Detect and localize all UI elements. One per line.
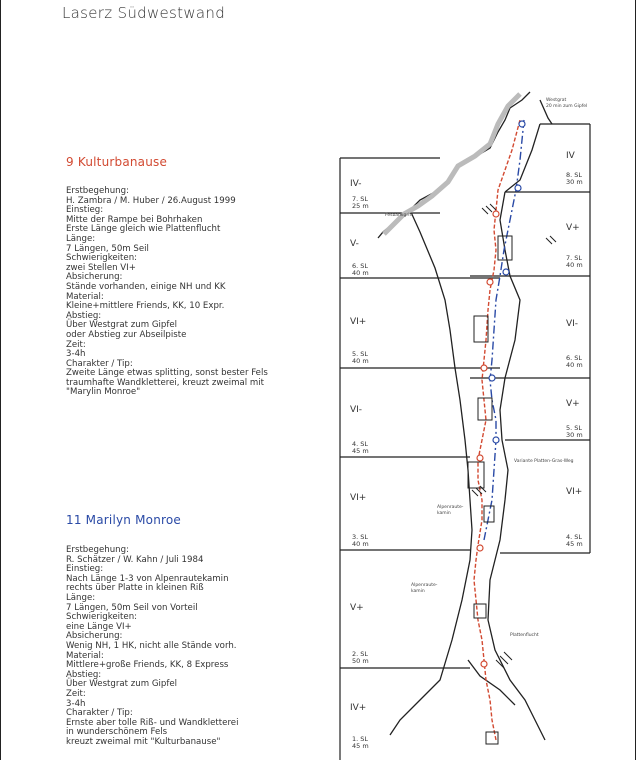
description-line: 3-4h [66,349,86,360]
belay-station [515,185,521,191]
length-label: 40 m [352,357,369,365]
description-line: Stände vorhanden, einige NH und KK [66,281,226,292]
belay-station [481,365,487,371]
description-line: 7 Längen, 50m Seil [66,243,149,254]
grade-label: VI- [566,319,579,329]
length-label: 30 m [566,178,583,186]
length-label: 25 m [352,202,369,210]
length-label: 50 m [352,657,369,665]
pitch-label: 1. SL [352,735,369,743]
pitch-label: 8. SL [566,171,583,179]
description-line: Erste Länge gleich wie Plattenflucht [66,224,221,235]
belay-station [489,375,495,381]
description-line: traumhafte Wandkletterei, kreuzt zweimal mit [66,377,265,388]
grade-label: IV- [350,179,362,189]
description-line: Abstieg: [66,669,102,680]
description-line: Einstieg: [66,205,104,216]
description-line: R. Schätzer / W. Kahn / Juli 1984 [66,554,204,565]
left-wall-outline [390,210,472,735]
description-line: Absicherung: [66,631,123,642]
annotation-chimney-lower-2: kamin [411,589,425,594]
right-column-labels [566,151,583,548]
description-line: in wunderschönem Fels [66,727,168,738]
grade-label: VI- [350,405,363,415]
belay-station [477,455,483,461]
hatch-mark [496,652,512,668]
grade-label: V+ [566,399,580,409]
pitch-label: 7. SL [352,195,369,203]
description-line: Absicherung: [66,272,123,283]
description-line: "Marylin Monroe" [66,387,141,398]
description-line: Über Westgrat zum Gipfel [66,679,178,690]
grade-label: VI+ [566,487,583,497]
hatch-mark [546,236,556,244]
length-label: 40 m [352,269,369,277]
page-title: Laserz Südwestwand [62,4,226,22]
description-line: kreuzt zweimal mit "Kulturbanause" [66,736,221,747]
description-line: Abstieg: [66,310,102,321]
description-line: Einstieg: [66,564,104,575]
description-line: Über Westgrat zum Gipfel [66,320,178,331]
route-title-kulturbanause: 9 Kulturbanause [66,155,168,169]
length-label: 40 m [566,261,583,269]
annotation-chimney-2: kamin [437,511,451,516]
length-label: 45 m [352,742,369,750]
rock-face [378,92,552,740]
description-line: eine Länge VI+ [66,621,132,632]
description-line: Länge: [66,233,96,244]
description-line: Ernste aber tolle Riß- und Wandkletterei [66,717,239,728]
crux-box [468,462,484,488]
route-line-kulturbanause [474,120,520,740]
crux-box [474,604,486,618]
pitch-label: 4. SL [566,533,583,541]
belay-station [493,211,499,217]
description-line: rechts über Platte in kleinen Riß [66,583,204,594]
description-line: zwei Stellen VI+ [66,262,136,273]
length-label: 40 m [352,540,369,548]
pitch-label: 6. SL [566,354,583,362]
grade-label: V+ [566,223,580,233]
belay-station [493,437,499,443]
belay-station [481,661,487,667]
hatch-marks [472,204,556,668]
description-line: 7 Längen, 50m Seil von Vorteil [66,602,198,613]
grade-label: VI+ [350,493,367,503]
belay-station [487,279,493,285]
description-line: H. Zambra / M. Huber / 26.August 1999 [66,195,236,206]
description-line: Charakter / Tip: [66,708,133,719]
description-line: Material: [66,291,104,302]
belay-station [477,545,483,551]
grade-label: V- [350,239,359,249]
description-line: Wenig NH, 1 HK, nicht alle Stände vorh. [66,640,237,651]
blue-route-path [484,120,524,540]
description-line: Länge: [66,592,96,603]
length-label: 30 m [566,431,583,439]
annotation-chimney-lower: Alpenraute- [411,583,438,588]
pitch-label: 3. SL [352,533,369,541]
pitch-label: 6. SL [352,262,369,270]
annotation-ledge: Fesbankgriff [385,213,413,218]
annotation-westgrat: Westgrat [546,98,567,103]
description-line: Erstbegehung: [66,545,129,555]
description-line: Schwierigkeiten: [66,253,138,264]
pitch-label: 5. SL [566,424,583,432]
grade-label: IV [566,151,575,161]
annotation-variant: Variante Platten-Gras-Weg [514,459,574,464]
description-line: Zeit: [66,688,86,699]
description-line: Material: [66,650,104,661]
route-line-marilyn-monroe [484,120,525,540]
annotation-westgrat-time: 20 min zum Gipfel [546,104,588,109]
description-line: Mittlere+große Friends, KK, 8 Express [66,660,229,671]
description-line: Nach Länge 1-3 von Alpenrautekamin [66,573,229,584]
pitch-label: 2. SL [352,650,369,658]
annotation-chimney: Alpenraute- [437,505,464,510]
description-line: Zweite Länge etwas splitting, sonst bester Fels [66,368,268,379]
description-line: Mitte der Rampe bei Bohrhaken [66,214,203,225]
annotation-plattenflucht: Plattenflucht [510,633,539,638]
grade-label: VI+ [350,317,367,327]
length-label: 40 m [566,361,583,369]
description-line: Charakter / Tip: [66,358,133,369]
description-line: Erstbegehung: [66,186,129,196]
grade-label: V+ [350,603,364,613]
description-line: oder Abstieg zur Abseilpiste [66,329,187,340]
route-title-marilyn-monroe: 11 Marilyn Monroe [66,513,182,527]
belay-station [503,269,509,275]
upper-right-wall [505,124,540,192]
grade-label: IV+ [350,703,367,713]
description-line: Zeit: [66,339,86,350]
pitch-label: 5. SL [352,350,369,358]
right-wall-outline [488,192,545,740]
description-line: Schwierigkeiten: [66,612,138,623]
belay-station [519,121,525,127]
pitch-label: 7. SL [566,254,583,262]
length-label: 45 m [566,540,583,548]
crux-box [484,506,494,522]
ledge-outline [468,660,515,705]
pitch-label: 4. SL [352,440,369,448]
left-column-labels [350,179,369,750]
description-line: Kleine+mittlere Friends, KK, 10 Expr. [66,301,225,312]
length-label: 45 m [352,447,369,455]
description-line: 3-4h [66,698,86,709]
